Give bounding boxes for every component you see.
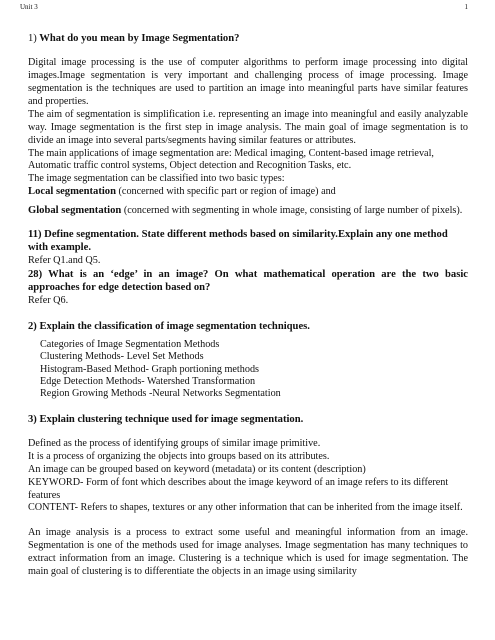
question-28-heading: 28) What is an ‘edge’ in an image? On what mathematical operation are the two basic approaches for edge detection based on? xyxy=(28,268,468,294)
question-2-number: 2) xyxy=(28,320,37,332)
q1-paragraph-2: The aim of segmentation is simplification i.e. representing an image into meaningful and easily analyzable way. Image segmentation is the first step in image analysis. The main goal of image segmentation is to divide an image into several parts/segments having similar features or attributes. xyxy=(28,108,468,146)
question-1-heading xyxy=(28,32,468,45)
local-segmentation-term: Local segmentation xyxy=(28,186,116,198)
q3-line-3: An image can be grouped based on keyword (metadata) or its content (description) xyxy=(28,463,366,475)
page-number: 1 xyxy=(464,3,468,11)
q3-paragraph-last: An image analysis is a process to extract some useful and meaningful information from an image. Segmentation is one of the methods used for image analyses. Image segmentation has many techniques to extract information from an image. Clustering is a technique which is used for image segmentation. The main goal of clustering is to differentiate the objects in an image using similarity xyxy=(28,527,468,578)
global-segmentation-desc: (concerned with segmenting in whole image, consisting of large number of pixels). xyxy=(121,205,463,217)
q1-paragraph-3: The main applications of image segmentation are: Medical imaging, Content-based image retrieval, Automatic traffic control systems, Object detection and Recognition Tasks, etc. xyxy=(28,147,434,172)
q3-line-1: Defined as the process of identifying groups of similar image primitive. xyxy=(28,437,321,449)
q1-paragraph-1: Digital image processing is the use of computer algorithms to perform image processing into digital images.Image segmentation is very important and challenging process of image processing. Image segmentation is the techniques are used to partition an image into meaningful parts have similar features and properties. xyxy=(28,57,468,107)
segmentation-methods-list xyxy=(28,339,468,401)
q3-line-4: KEYWORD- Form of font which describes about the image keyword of an image refers to its different features xyxy=(28,476,449,501)
question-3-number: 3) xyxy=(28,413,37,425)
question-28-refer: Refer Q6. xyxy=(28,294,69,306)
question-3-heading xyxy=(28,413,468,426)
global-segmentation-line xyxy=(28,205,468,218)
question-2-heading xyxy=(28,320,468,333)
local-segmentation-line xyxy=(28,186,468,199)
question-1-title: What do you mean by Image Segmentation? xyxy=(39,33,240,44)
page-header-left: Unit 3 xyxy=(20,3,38,11)
question-2-title: Explain the classification of image segmentation techniques. xyxy=(39,320,310,332)
local-segmentation-desc: (concerned with specific part or region of image) and xyxy=(115,186,336,198)
list-item: Histogram-Based Method- Graph portioning methods xyxy=(40,363,259,375)
q3-line-2: It is a process of organizing the objects into groups based on its attributes. xyxy=(28,450,330,462)
list-item: Edge Detection Methods- Watershed Transformation xyxy=(40,375,256,387)
question-11-heading: 11) Define segmentation. State different methods based on similarity.Explain any one method with example. xyxy=(28,229,448,254)
list-item: Clustering Methods- Level Set Methods xyxy=(40,351,204,363)
global-segmentation-term: Global segmentation xyxy=(28,205,122,217)
document-page xyxy=(28,32,468,579)
list-item: Categories of Image Segmentation Methods xyxy=(40,338,220,350)
q1-paragraph-4: The image segmentation can be classified into two basic types: xyxy=(28,173,285,185)
question-3-title: Explain clustering technique used for image segmentation. xyxy=(39,413,304,425)
list-item: Region Growing Methods -Neural Networks Segmentation xyxy=(40,388,281,400)
question-1-number: 1) xyxy=(28,33,37,44)
question-11-refer: Refer Q1.and Q5. xyxy=(28,254,101,266)
q3-line-5: CONTENT- Refers to shapes, textures or any other information that can be inherited from the image itself. xyxy=(28,502,463,514)
